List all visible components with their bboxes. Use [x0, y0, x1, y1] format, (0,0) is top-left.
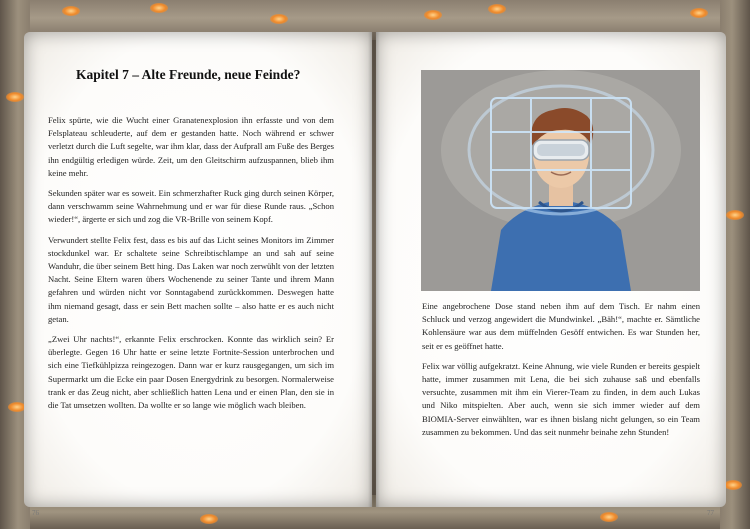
paragraph: Verwundert stellte Felix fest, dass es bis auf das Licht seines Monitors im Zimmer stockdunkel war. Er schaltete seine Schreibtischlampe an und sah auf seine Wanduhr, die über seinem Bett hing. Das Laken war noch zerwühlt von der letzten Nacht. Seine Eltern waren übers Wochenende zu seiner Tante und ihrem Mann gefahren und würden nicht vor Sonntagabend zurückkommen. Deswegen hatte ihm niemand gesagt, dass er sein Bett machen sollte – also hatte er es auch nicht getan.: [48, 234, 334, 324]
book-gutter: [368, 32, 380, 507]
ember-icon: [424, 10, 442, 20]
ember-icon: [488, 4, 506, 14]
ember-icon: [62, 6, 80, 16]
ember-icon: [6, 92, 24, 102]
paragraph: Eine angebrochene Dose stand neben ihm auf dem Tisch. Er nahm einen Schluck und verzog angewidert die Mundwinkel. „Bäh!“, machte er. Sämtliche Kohlensäure war aus dem müffelnden Gesöff entwichen. Es war Stunden her, seit er es geöffnet hatte.: [422, 301, 700, 351]
left-page-text: [48, 114, 334, 419]
paragraph: Sekunden später war es soweit. Ein schmerzhafter Ruck ging durch seinen Körper, dann verschwamm seine Wahrnehmung und er war für diese Runde raus. „Schon wieder!“, ärgerte er sich und zog die VR-Brille von seinem Kopf.: [48, 188, 334, 225]
ember-icon: [726, 210, 744, 220]
paragraph: Felix war völlig aufgekratzt. Keine Ahnung, wie viele Runden er bereits gespielt hatte, immer zusammen mit Lena, die bei sich zuhause saß und ebenfalls versuchte, zusammen mit ihm ein Vierer-Team zu finden, in dem auch Lukas und Niko mitspielten. Aber auch, wenn sie sich immer wieder auf dem BIOMIA-Server einwählten, war es ihnen bislang nicht gelungen, so ein Team zusammen zu bekommen. Und das seit nunmehr beinahe zehn Stunden!: [422, 360, 700, 437]
paragraph: Felix spürte, wie die Wucht einer Granatenexplosion ihn erfasste und von dem Felsplateau schleuderte, auf dem er gestanden hatte. Noch während er schwer verletzt durch die Luft segelte, war ihm klar, dass der Aufprall am Fuße des Berges ihn endgültig erledigen würde. Zeit, um den Gleitschirm aufzuspannen, blieb ihm keine mehr.: [48, 115, 334, 178]
ember-icon: [600, 512, 618, 522]
page-number-left: 76: [32, 509, 39, 517]
chapter-title: Kapitel 7 – Alte Freunde, neue Feinde?: [76, 67, 301, 82]
ember-icon: [150, 3, 168, 13]
right-page-text: [422, 300, 700, 446]
ember-icon: [690, 8, 708, 18]
ember-icon: [270, 14, 288, 24]
vr-boy-illustration: [421, 70, 700, 291]
ember-icon: [724, 480, 742, 490]
ember-icon: [200, 514, 218, 524]
page-number-right: 77: [707, 509, 714, 517]
paragraph: „Zwei Uhr nachts!“, erkannte Felix erschrocken. Konnte das wirklich sein? Er überlegte. Gegen 16 Uhr hatte er seine letzte Fortnite-Session unterbrochen und sich eine Tiefkühlpizza reingezogen. Dann war er kurz rausgegangen, um sich im Supermarkt um die Ecke ein paar Dosen Energydrink zu besorgen. Normalerweise trank er das Zeug nicht, aber schließlich hatten Lena und er einen Plan, den sie in die Tat umsetzen wollten. Da wollte er so lange wie möglich wach bleiben.: [48, 334, 334, 411]
vr-boy-drawing: [421, 70, 700, 291]
